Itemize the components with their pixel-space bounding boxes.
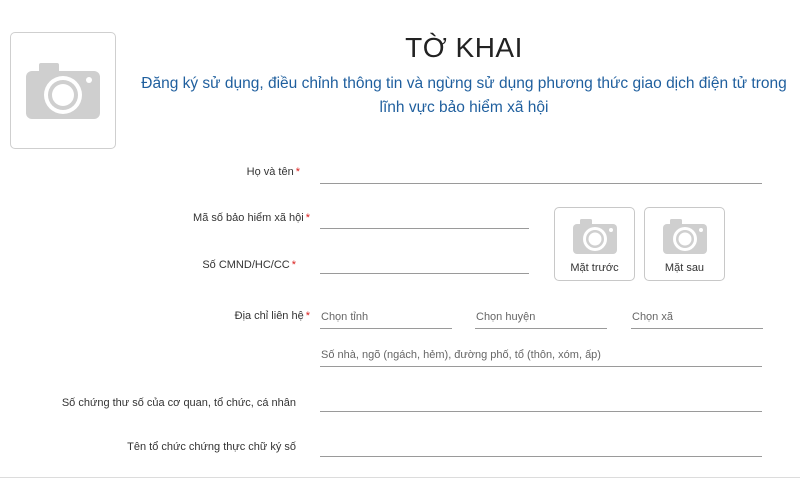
id-card-back-label: Mặt sau xyxy=(664,262,705,274)
cert-org-input[interactable] xyxy=(320,435,762,457)
insurance-number-label: Mã số bảo hiểm xã hội * xyxy=(193,212,310,224)
id-card-front-upload[interactable] xyxy=(554,207,635,281)
camera-icon xyxy=(572,218,618,256)
full-name-input[interactable] xyxy=(320,162,762,184)
cert-org-label: Tên tổ chức chứng thực chữ ký số xyxy=(127,441,296,453)
insurance-number-input[interactable] xyxy=(320,207,529,229)
full-name-label: Họ và tên * xyxy=(246,166,300,178)
profile-photo-upload[interactable] xyxy=(10,32,116,149)
cert-number-input[interactable] xyxy=(320,390,762,412)
camera-icon xyxy=(662,218,708,256)
province-select[interactable]: Chọn tỉnh xyxy=(320,307,452,329)
id-number-label: Số CMND/HC/CC * xyxy=(202,259,296,271)
address-label: Địa chỉ liên hệ * xyxy=(234,310,310,322)
id-number-input[interactable] xyxy=(320,252,529,274)
required-mark: * xyxy=(291,259,296,271)
required-mark: * xyxy=(305,310,310,322)
required-mark: * xyxy=(305,212,310,224)
street-address-input[interactable]: Số nhà, ngõ (ngách, hẻm), đường phố, tổ (thôn, xóm, ấp) xyxy=(320,345,762,367)
district-select[interactable]: Chọn huyện xyxy=(475,307,607,329)
ward-select[interactable]: Chọn xã xyxy=(631,307,763,329)
cert-number-label: Số chứng thư số của cơ quan, tổ chức, cá nhân xyxy=(61,397,296,409)
id-card-front-label: Mặt trước xyxy=(570,262,619,274)
page-title: TỜ KHAI xyxy=(405,32,523,63)
page-subtitle: Đăng ký sử dụng, điều chỉnh thông tin và ngừng sử dụng phương thức giao dịch điện tử trong lĩnh vực bảo hiểm xã hội xyxy=(141,75,787,116)
required-mark: * xyxy=(295,166,300,178)
id-card-back-upload[interactable] xyxy=(644,207,725,281)
camera-icon xyxy=(25,61,101,121)
